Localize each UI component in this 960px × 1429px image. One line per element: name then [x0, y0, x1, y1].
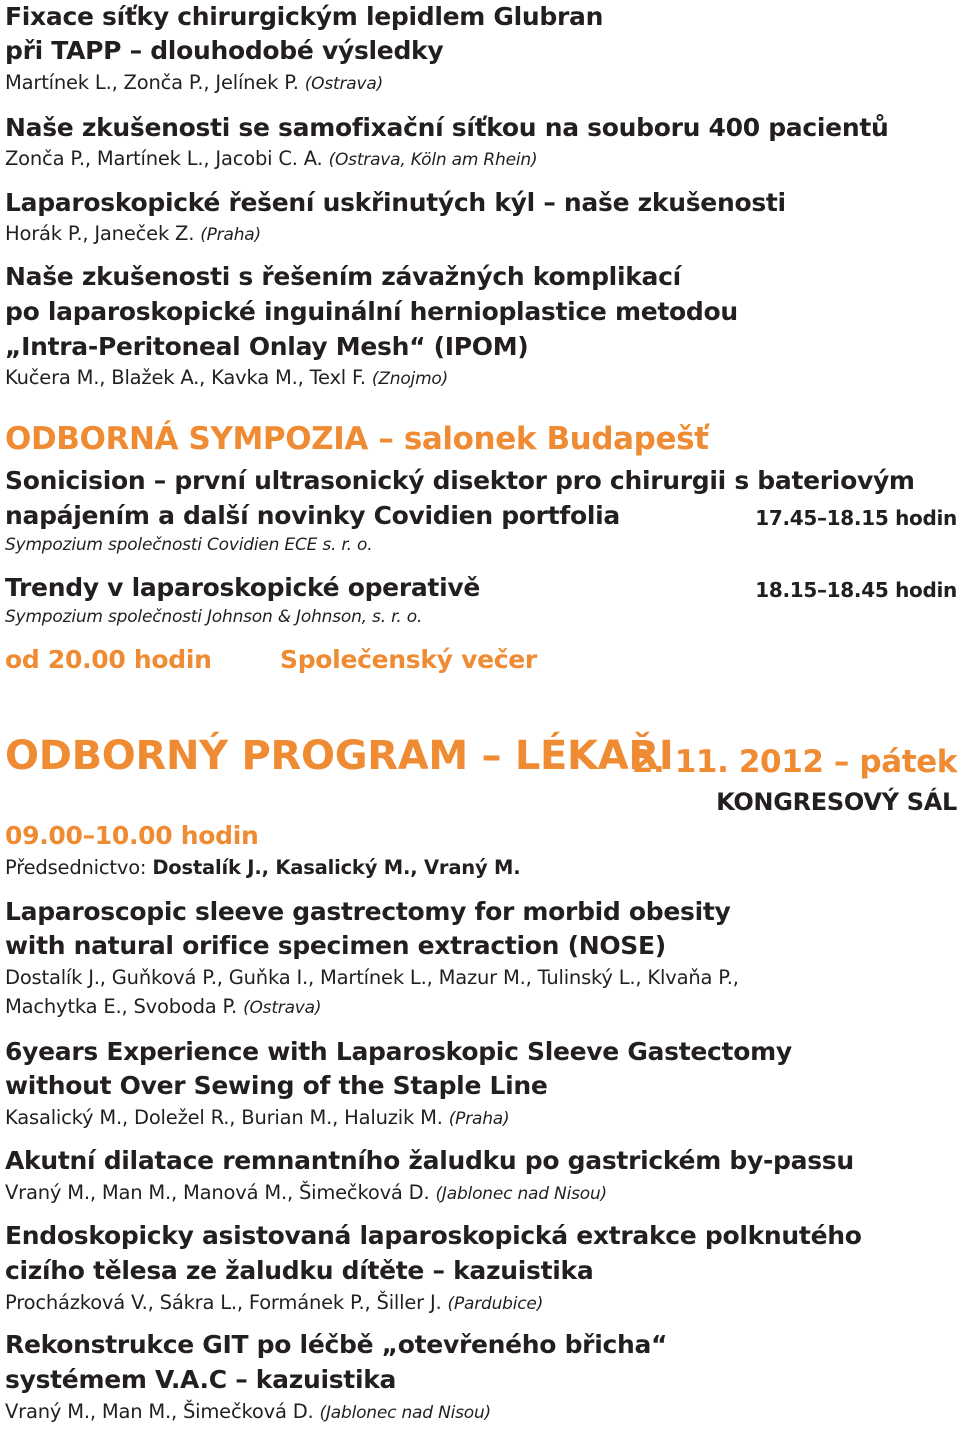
lecture-title: with natural orifice specimen extraction (NOSE)	[5, 931, 666, 960]
lecture-title: systémem V.A.C – kazuistika	[5, 1365, 397, 1394]
lecture-authors	[5, 365, 448, 392]
symposium-title: napájením a další novinky Covidien portfolia	[5, 501, 620, 530]
program-heading: ODBORNÝ PROGRAM – LÉKAŘI	[5, 733, 674, 779]
authors-location: (Ostrava, Köln am Rhein)	[328, 150, 538, 170]
authors-names: Zonča P., Martínek L., Jacobi C. A.	[5, 147, 323, 170]
symposium-sponsor: Sympozium společnosti Covidien ECE s. r. o.	[5, 535, 373, 555]
program-date: 2. 11. 2012 – pátek	[631, 744, 957, 780]
lecture-title: cizího tělesa ze žaludku dítěte – kazuistika	[5, 1256, 594, 1285]
authors-names: Machytka E., Svoboda P.	[5, 995, 238, 1018]
lecture-title: Naše zkušenosti s řešením závažných komplikací	[5, 262, 681, 291]
authors-location: (Jablonec nad Nisou)	[435, 1184, 607, 1204]
lecture-title: without Over Sewing of the Staple Line	[5, 1071, 548, 1100]
authors-location: (Praha)	[200, 225, 261, 245]
authors-location: (Znojmo)	[371, 369, 449, 389]
evening-label: Společenský večer	[280, 645, 537, 674]
authors-names: Kučera M., Blažek A., Kavka M., Texl F.	[5, 366, 366, 389]
lecture-title: „Intra-Peritoneal Onlay Mesh“ (IPOM)	[5, 332, 529, 361]
authors-location: (Ostrava)	[304, 74, 384, 94]
authors-names: Martínek L., Zonča P., Jelínek P.	[5, 71, 299, 94]
authors-names: Horák P., Janeček Z.	[5, 222, 195, 245]
lecture-authors	[5, 994, 321, 1021]
lecture-title: Endoskopicky asistovaná laparoskopická extrakce polknutého	[5, 1221, 862, 1250]
evening-time: od 20.00 hodin	[5, 645, 212, 674]
authors-location: (Praha)	[448, 1109, 510, 1129]
lecture-authors	[5, 70, 383, 97]
authors-names: Kasalický M., Doležel R., Burian M., Haluzik M.	[5, 1106, 443, 1129]
symposium-title: Trendy v laparoskopické operativě	[5, 573, 481, 602]
lecture-title: Akutní dilatace remnantního žaludku po gastrickém by-passu	[5, 1146, 854, 1175]
lecture-title: Laparoscopic sleeve gastrectomy for morbid obesity	[5, 897, 731, 926]
lecture-authors: Dostalík J., Guňková P., Guňka I., Martínek L., Mazur M., Tulinský L., Klvaňa P.,	[5, 966, 739, 989]
program-time: 09.00–10.00 hodin	[5, 821, 259, 850]
symposia-heading: ODBORNÁ SYMPOZIA – salonek Budapešť	[5, 421, 709, 457]
lecture-title: při TAPP – dlouhodobé výsledky	[5, 36, 444, 65]
lecture-authors	[5, 1290, 543, 1317]
chair-names: Dostalík J., Kasalický M., Vraný M.	[152, 856, 521, 879]
authors-location: (Pardubice)	[447, 1294, 544, 1314]
authors-names: Vraný M., Man M., Manová M., Šimečková D.	[5, 1181, 430, 1204]
lecture-authors	[5, 146, 537, 173]
lecture-title: po laparoskopické inguinální hernioplastice metodou	[5, 297, 738, 326]
lecture-title: 6years Experience with Laparoskopic Sleeve Gastectomy	[5, 1037, 792, 1066]
hall-name: KONGRESOVÝ SÁL	[716, 788, 957, 816]
lecture-authors	[5, 1399, 491, 1426]
symposium-time: 17.45–18.15 hodin	[755, 506, 957, 530]
symposium-time: 18.15–18.45 hodin	[755, 578, 957, 602]
symposium-sponsor: Sympozium společnosti Johnson & Johnson, s. r. o.	[5, 607, 423, 627]
authors-names: Procházková V., Sákra L., Formánek P., Šiller J.	[5, 1291, 442, 1314]
chair-label: Předsednictvo:	[5, 856, 147, 879]
symposium-title: Sonicision – první ultrasonický disektor pro chirurgii s bateriovým	[5, 466, 915, 495]
lecture-title: Laparoskopické řešení uskřinutých kýl – naše zkušenosti	[5, 188, 786, 217]
chair-line	[5, 855, 520, 881]
lecture-authors	[5, 221, 261, 248]
authors-location: (Jablonec nad Nisou)	[319, 1403, 491, 1423]
lecture-title: Rekonstrukce GIT po léčbě „otevřeného břicha“	[5, 1330, 668, 1359]
lecture-title: Naše zkušenosti se samofixační síťkou na souboru 400 pacientů	[5, 113, 889, 142]
lecture-authors	[5, 1105, 509, 1132]
authors-names: Vraný M., Man M., Šimečková D.	[5, 1400, 314, 1423]
authors-location: (Ostrava)	[243, 998, 322, 1018]
lecture-title: Fixace síťky chirurgickým lepidlem Glubran	[5, 2, 604, 31]
lecture-authors	[5, 1180, 607, 1207]
